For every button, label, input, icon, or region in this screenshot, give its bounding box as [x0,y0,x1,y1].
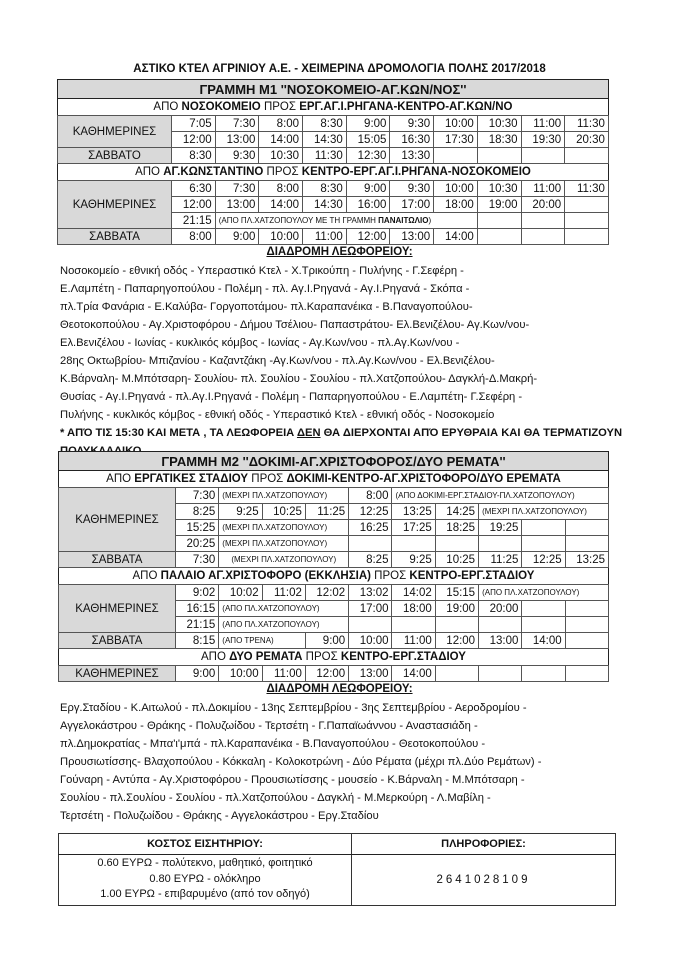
time-cell: 12:00 [172,197,216,213]
time-cell: 10:00 [349,633,392,649]
empty-cell [565,536,608,552]
empty-cell [477,213,521,229]
time-cell: 15:05 [346,132,390,148]
time-note: (ΜΕΧΡΙ ΠΛ.ΧΑΤΖΟΠΟΥΛΟΥ) [219,520,349,536]
time-cell: 19:00 [477,197,521,213]
time-cell: 8:00 [349,488,392,504]
time-cell: 14:00 [392,666,435,682]
time-cell: 8:25 [349,552,392,568]
time-cell: 11:00 [262,666,305,682]
time-cell: 11:25 [305,504,348,520]
m1-warning: * ΑΠΌ ΤΙΣ 15:30 ΚΑΙ ΜΕΤΑ , ΤΑ ΛΕΩΦΟΡΕΙΑ ΔΕΝ ΘΑ ΔΙΕΡΧΟΝΤΑΙ ΑΠΌ ΕΡΥΘΡΑΙΑ ΚΑΙ ΘΑ ΤΕΡΜΑΤΙΖΟΥΝ [60,427,623,439]
empty-cell [349,617,392,633]
saturday-label: ΣΑΒΒΑΤΑ [59,552,176,568]
m2-direction-2: ΑΠΟ ΠΑΛΑΙΟ ΑΓ.ΧΡΙΣΤΟΦΟΡΟ (ΕΚΚΛΗΣΙΑ) ΠΡΟΣ ΚΕΝΤΡΟ-ΕΡΓ.ΣΤΑΔΙΟΥ [59,568,609,585]
time-cell: 9:02 [176,585,219,601]
time-cell: 17:30 [434,132,478,148]
time-note: (ΑΠΟ ΤΡΕΝΑ) [219,633,306,649]
time-note: (ΑΠΟ ΠΛ.ΧΑΤΖΟΠΟΥΛΟΥ) [219,617,349,633]
time-cell: 18:25 [435,520,478,536]
time-cell: 13:00 [349,666,392,682]
time-cell: 11:30 [565,181,609,197]
time-cell: 11:30 [303,148,347,164]
info-heading: ΠΛΗΡΟΦΟΡΙΕΣ: [352,834,616,855]
time-cell: 13:00 [390,229,434,245]
time-cell: 9:30 [390,181,434,197]
fare-line: 0.60 ΕΥΡΩ - πολύτεκνο, μαθητικό, φοιτητικό [97,857,313,869]
empty-cell [435,666,478,682]
empty-cell [392,536,435,552]
m1-timetable [57,79,609,245]
time-cell: 17:00 [390,197,434,213]
time-cell: 8:30 [303,181,347,197]
time-cell: 13:00 [215,132,259,148]
time-cell: 12:30 [346,148,390,164]
time-cell [565,197,609,213]
time-note: (ΜΕΧΡΙ ΠΛ.ΧΑΤΖΟΠΟΥΛΟΥ) [219,552,349,568]
time-cell: 11:00 [303,229,347,245]
empty-cell [521,148,565,164]
saturday-label: ΣΑΒΒΑΤΑ [59,633,176,649]
time-note: (ΜΕΧΡΙ ΠΛ.ΧΑΤΖΟΠΟΥΛΟΥ) [479,504,609,520]
time-cell: 19:25 [479,520,522,536]
time-cell: 11:00 [521,116,565,132]
saturday-label: ΣΑΒΒΑΤΑ [58,229,172,245]
time-cell: 10:30 [259,148,303,164]
m2-direction-1: ΑΠΟ ΕΡΓΑΤΙΚΕΣ ΣΤΑΔΙΟΥ ΠΡΟΣ ΔΟΚΙΜΙ-ΚΕΝΤΡΟ-ΑΓ.ΧΡΙΣΤΟΦΟΡΟ/ΔΥΟ ΕΡΕΜΑΤΑ [59,471,609,488]
empty-cell [479,536,522,552]
time-cell: 9:30 [390,116,434,132]
time-cell: 9:25 [392,552,435,568]
m2-route-title: ΔΙΑΔΡΟΜΗ ΛΕΩΦΟΡΕΙΟΥ: [266,683,413,695]
time-cell: 10:30 [477,181,521,197]
weekdays-label: ΚΑΘΗΜΕΡΙΝΕΣ [59,585,176,633]
empty-cell [522,536,565,552]
weekdays-label: ΚΑΘΗΜΕΡΙΝΕΣ [59,488,176,552]
time-cell: 16:30 [390,132,434,148]
m2-direction-3: ΑΠΟ ΔΥΟ ΡΕΜΑΤΑ ΠΡΟΣ ΚΕΝΤΡΟ-ΕΡΓ.ΣΤΑΔΙΟΥ [59,649,609,666]
fare-line: 0.80 ΕΥΡΩ - ολόκληρο [149,872,261,885]
time-cell: 9:00 [346,181,390,197]
time-cell: 20:00 [521,197,565,213]
time-cell: 14:02 [392,585,435,601]
m2-route-text: Εργ.Σταδίου - Κ.Αιτωλού - πλ.Δοκιμίου - 13ης Σεπτεμβρίου - 3ης Σεπτεμβρίου - Αεροδρομίου - Αγγελοκάστρου - Θράκης - Πολυζωίδου - Τερτσέτη - Γ.Παπαϊωάννου - Αναστασιάδη - πλ.Δημοκρατίας - Μπα'ι'μπά - πλ.Καραπανέικα - Β.Παναγοπούλου - Θεοτοκοπούλου - Προυσιωτίσσης- Βλαχοπούλου - Κόκκαλη - Κολοκοτρώνη - Δύο Ρέματα (μέχρι πλ.Δύο Ρεμάτων) - Γούναρη - Αντύπα - Αγ.Χριστοφόρου - Προυσιωτίσσης - μουσείο - Κ.Βάρναλη - Μ.Μπότσαρη - Σουλίου - πλ.Σουλίου - Σουλίου - πλ.Χατζοπούλου - Δαγκλή - Μ.Μερκούρη - Λ.Μαβίλη - Τερτσέτη - Πολυζωίδου - Θράκης - Αγγελοκάστρου - Εργ.Σταδίου [60,702,542,822]
time-cell: 20:25 [176,536,219,552]
m2-heading: ΓΡΑΜΜΗ Μ2 ''ΔΟΚΙΜΙ-ΑΓ.ΧΡΙΣΤΟΦΟΡΟΣ/ΔΥΟ ΡΕΜΑΤΑ'' [59,452,609,471]
empty-cell [521,213,565,229]
time-cell: 12:25 [522,552,565,568]
m1-direction-1: ΑΠΟ ΝΟΣΟΚΟΜΕΙΟ ΠΡΟΣ ΕΡΓ.ΑΓ.Ι.ΡΗΓΑΝΑ-ΚΕΝΤΡΟ-ΑΓ.ΚΩΝ/ΝΟ [58,99,609,116]
empty-cell [522,601,565,617]
time-cell: 12:00 [435,633,478,649]
time-cell: 19:30 [521,132,565,148]
time-cell: 20:00 [479,601,522,617]
fare-info-table [58,833,616,906]
empty-cell [521,229,565,245]
time-cell: 14:30 [303,197,347,213]
time-cell: 7:05 [172,116,216,132]
time-cell: 10:25 [435,552,478,568]
time-cell: 8:15 [176,633,219,649]
empty-cell [565,633,608,649]
empty-cell [479,666,522,682]
time-cell: 13:00 [479,633,522,649]
time-cell: 6:30 [172,181,216,197]
m1-route-title: ΔΙΑΔΡΟΜΗ ΛΕΩΦΟΡΕΙΟΥ: [266,246,413,258]
time-cell: 8:00 [172,229,216,245]
time-cell: 7:30 [215,116,259,132]
empty-cell [565,601,608,617]
time-cell: 21:15 [172,213,216,229]
table-row [59,552,609,568]
time-cell: 13:30 [390,148,434,164]
time-cell: 9:00 [305,633,348,649]
fare-list [59,855,352,906]
m1-route-text: Νοσοκομείο - εθνική οδός - Υπεραστικό Κτελ - Χ.Τρικούπη - Πυλήνης - Γ.Σεφέρη - Ε.Λαμπέτη - Παπαρηγοπούλου - Πολέμη - πλ. Αγ.Ι.Ρηγανά - Αγ.Ι.Ρηγανά - Σκόπα - πλ.Τρία Φανάρια - Ε.Καλύβα- Γοργοποτάμου- πλ.Καραπανέικα - Β.Παναγοπούλου- Θεοτοκοπούλου - Αγ.Χριστοφόρου - Δήμου Τσέλιου- Παπαστράτου- Ελ.Βενιζέλου- Αγ.Κων/νου- Ελ.Βενιζέλου - Ιωνίας - κυκλικός κόμβος - Ιωνίας - Αγ.Κων/νου - πλ.Αγ.Κων/νου - 28ης Οκτωβρίου- Μπιζανίου - Καζαντζάκη -Αγ.Κων/νου - πλ.Αγ.Κων/νου - Ελ.Βενιζέλου- Κ.Βάρναλη- Μ.Μπότσαρη- Σουλίου- πλ. Σουλίου - Σουλίου - πλ.Χατζοπούλου- Δαγκλή-Δ.Μακρή- Θυσίας - Αγ.Ι.Ρηγανά - πλ.Αγ.Ι.Ρηγανά - Πολέμη - Παπαρηγοπούλου - Ε.Λαμπέτη- Γ.Σεφέρη - Πυλήνης - κυκλικός κόμβος - εθνική οδός - Υπεραστικό Κτελ - εθνική οδός - Νοσοκομείο * ΑΠΌ ΤΙΣ 15:30 ΚΑΙ ΜΕΤΑ , ΤΑ ΛΕΩΦΟΡΕΙΑ ΔΕΝ ΘΑ ΔΙΕΡΧΟΝΤΑΙ ΑΠΌ ΕΡΥΘΡΑΙΑ ΚΑΙ ΘΑ ΤΕΡΜΑΤΙΖΟΥΝ [60,262,640,460]
weekdays-label: ΚΑΘΗΜΕΡΙΝΕΣ [58,181,172,229]
m2-timetable [58,451,609,682]
time-note: (ΜΕΧΡΙ ΠΛ.ΧΑΤΖΟΠΟΥΛΟΥ) [219,536,349,552]
fare-line: 1.00 ΕΥΡΩ - επιβαρυμένο (από τον οδηγό) [100,888,310,900]
time-cell: 14:25 [435,504,478,520]
time-cell: 11:00 [392,633,435,649]
table-row [58,181,609,197]
empty-cell [565,229,609,245]
time-cell: 8:30 [172,148,216,164]
empty-cell [435,536,478,552]
time-cell: 12:00 [346,229,390,245]
empty-cell [565,148,609,164]
time-cell: 15:15 [435,585,478,601]
time-cell: 17:00 [349,601,392,617]
time-cell: 8:00 [259,116,303,132]
empty-cell [522,666,565,682]
m1-direction-2: ΑΠΟ ΑΓ.ΚΩΝΣΤΑΝΤΙΝΟ ΠΡΟΣ ΚΕΝΤΡΟ-ΕΡΓ.ΑΓ.Ι.ΡΗΓΑΝΑ-ΝΟΣΟΚΟΜΕΙΟ [58,164,609,181]
table-row [59,666,609,682]
table-row [58,229,609,245]
time-note: (ΑΠΟ ΠΛ.ΧΑΤΖΟΠΟΥΛΟΥ) [219,601,349,617]
time-cell: 20:30 [565,132,609,148]
time-cell: 8:30 [303,116,347,132]
time-cell: 16:15 [176,601,219,617]
time-cell: 14:30 [303,132,347,148]
time-note: (ΑΠΟ ΠΛ.ΧΑΤΖΟΠΟΥΛΟΥ ΜΕ ΤΗ ΓΡΑΜΜΗ ΠΑΝΑΙΤΩΛΙΟ) [215,213,477,229]
time-cell: 10:25 [262,504,305,520]
time-cell: 7:30 [176,488,219,504]
time-cell: 9:00 [346,116,390,132]
weekdays-label: ΚΑΘΗΜΕΡΙΝΕΣ [58,116,172,148]
time-cell: 14:00 [259,197,303,213]
time-cell: 18:30 [477,132,521,148]
empty-cell [477,148,521,164]
time-cell: 9:00 [215,229,259,245]
time-cell: 10:00 [219,666,262,682]
empty-cell [522,520,565,536]
time-cell: 7:30 [176,552,219,568]
saturday-label: ΣΑΒΒΑΤΟ [58,148,172,164]
table-row [58,116,609,132]
time-note: (ΜΕΧΡΙ ΠΛ.ΧΑΤΖΟΠΟΥΛΟΥ) [219,488,349,504]
time-cell: 13:00 [215,197,259,213]
document-title: ΑΣΤΙΚΟ ΚΤΕΛ ΑΓΡΙΝΙΟΥ Α.Ε. - ΧΕΙΜΕΡΙΝΑ ΔΡΟΜΟΛΟΓΙΑ ΠΟΛΗΣ 2017/2018 [133,63,546,75]
time-cell: 12:00 [172,132,216,148]
time-cell: 16:25 [349,520,392,536]
time-cell: 12:25 [349,504,392,520]
time-cell: 11:25 [479,552,522,568]
time-cell: 11:02 [262,585,305,601]
time-cell: 16:00 [346,197,390,213]
time-cell: 17:25 [392,520,435,536]
info-phone[interactable]: 2641028109 [352,855,616,906]
time-cell: 10:00 [259,229,303,245]
empty-cell [565,520,608,536]
weekdays-label: ΚΑΘΗΜΕΡΙΝΕΣ [59,666,176,682]
time-cell: 8:00 [259,181,303,197]
empty-cell [392,617,435,633]
time-cell: 12:02 [305,585,348,601]
time-cell: 11:00 [521,181,565,197]
time-cell: 21:15 [176,617,219,633]
table-row [59,488,609,504]
time-cell: 10:00 [434,116,478,132]
empty-cell [479,617,522,633]
time-note: (ΑΠΟ ΔΟΚΙΜΙ-ΕΡΓ.ΣΤΑΔΙΟΥ-ΠΛ.ΧΑΤΖΟΠΟΥΛΟΥ) [392,488,609,504]
empty-cell [565,666,608,682]
empty-cell [565,617,608,633]
time-cell: 10:00 [434,181,478,197]
m1-heading: ΓΡΑΜΜΗ Μ1 ''ΝΟΣΟΚΟΜΕΙΟ-ΑΓ.ΚΩΝ/ΝΟΣ'' [58,80,609,99]
empty-cell [565,213,609,229]
time-cell: 7:30 [215,181,259,197]
time-cell: 10:30 [477,116,521,132]
time-cell: 8:25 [176,504,219,520]
time-note: (ΑΠΟ ΠΛ.ΧΑΤΖΟΠΟΥΛΟΥ) [479,585,609,601]
time-cell: 14:00 [259,132,303,148]
time-cell: 10:02 [219,585,262,601]
empty-cell [522,617,565,633]
fare-heading: ΚΟΣΤΟΣ ΕΙΣΗΤΗΡΙΟΥ: [59,834,352,855]
time-cell: 12:00 [305,666,348,682]
empty-cell [349,536,392,552]
time-cell: 9:25 [219,504,262,520]
table-row [59,585,609,601]
empty-cell [477,229,521,245]
time-cell: 13:02 [349,585,392,601]
time-cell: 19:00 [435,601,478,617]
time-cell: 14:00 [434,229,478,245]
time-cell: 18:00 [434,197,478,213]
table-row [58,148,609,164]
empty-cell [434,148,478,164]
time-cell: 13:25 [392,504,435,520]
time-cell: 15:25 [176,520,219,536]
time-cell: 14:00 [522,633,565,649]
empty-cell [435,617,478,633]
time-cell: 13:25 [565,552,608,568]
time-cell: 11:30 [565,116,609,132]
table-row [59,633,609,649]
time-cell: 9:30 [215,148,259,164]
time-cell: 18:00 [392,601,435,617]
time-cell: 9:00 [176,666,219,682]
